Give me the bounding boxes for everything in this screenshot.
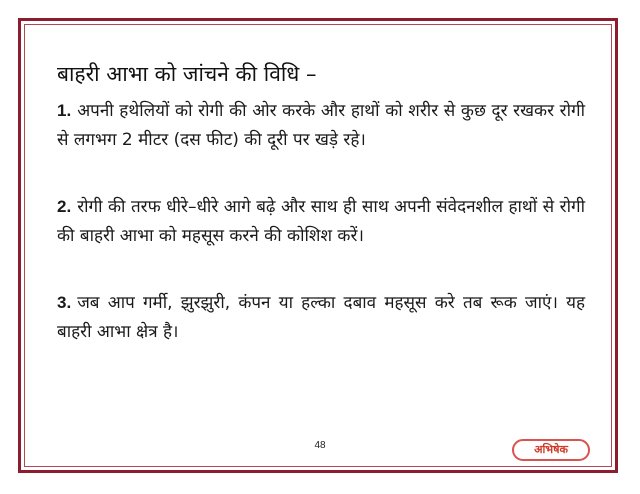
section-heading: बाहरी आभा को जांचने की विधि –: [57, 62, 317, 86]
step-1-text: अपनी हथेलियों को रोगी की ओर करके और हाथों को शरीर से कुछ दूर रखकर रोगी से लगभग 2 मीटर (दस फीट) की दूरी पर खड़े रहे।: [57, 101, 585, 150]
step-2-paragraph: [57, 192, 585, 251]
author-stamp: अभिषेक: [512, 439, 590, 461]
step-3-text: जब आप गर्मी, झुरझुरी, कंपन या हल्का दबाव महसूस करे तब रूक जाएं। यह बाहरी आभा क्षेत्र है।: [57, 293, 585, 342]
step-1-number: 1.: [57, 101, 72, 120]
step-3-paragraph: [57, 288, 585, 347]
step-3-number: 3.: [57, 293, 72, 312]
step-2-text: रोगी की तरफ धीरे–धीरे आगे बढ़े और साथ ही साथ अपनी संवेदनशील हाथों से रोगी की बाहरी आभा को महसूस करने की कोशिश करें।: [57, 197, 585, 246]
step-2-number: 2.: [57, 197, 72, 216]
page-number: 48: [314, 440, 326, 451]
step-1-paragraph: [57, 96, 585, 155]
